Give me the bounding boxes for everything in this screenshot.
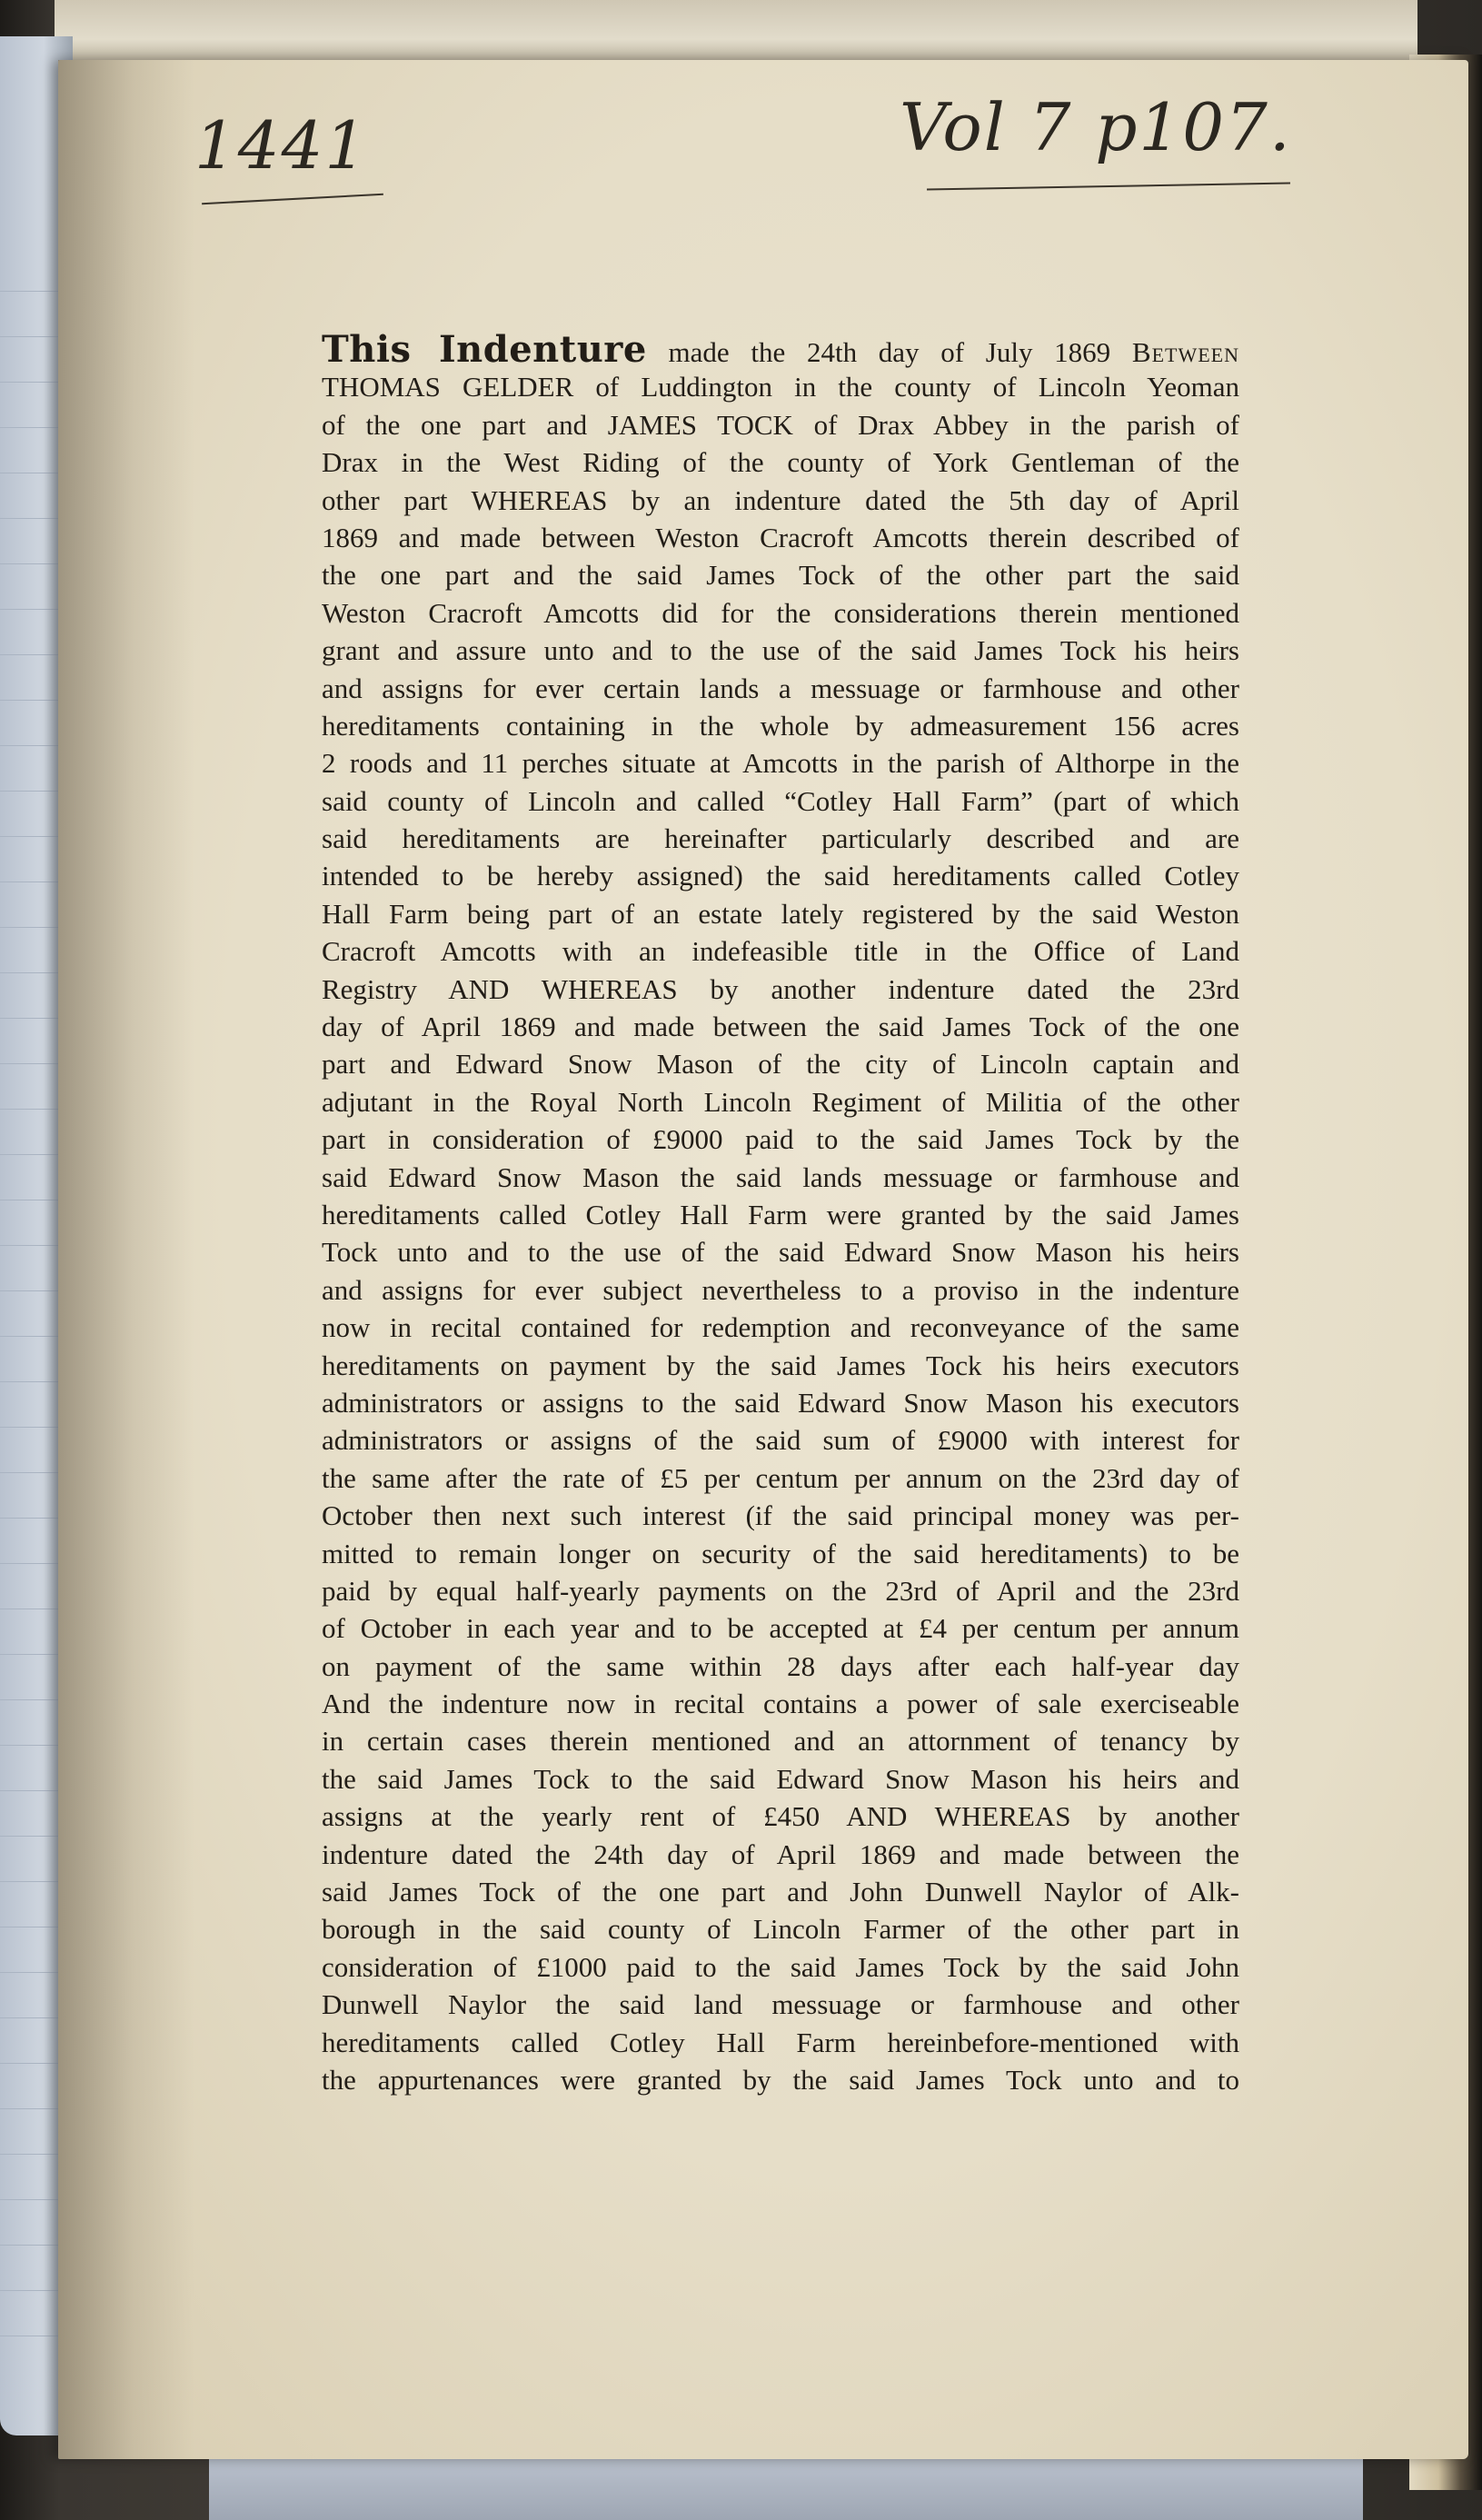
indenture-first-line — [322, 328, 1239, 371]
text-line: intended to be hereby assigned) the said hereditaments called Cotley — [322, 860, 1239, 892]
text-line: hereditaments called Cotley Hall Farm were granted by the said James — [322, 1198, 1239, 1230]
text-line: said James Tock of the one part and John Dunwell Naylor of Alk- — [322, 1876, 1239, 1908]
text-line: the same after the rate of £5 per centum per annum on the 23rd day of — [322, 1461, 1239, 1494]
text-line: on payment of the same within 28 days after each half-year day — [322, 1649, 1239, 1682]
text-line: hereditaments containing in the whole by admeasurement 156 acres — [322, 709, 1239, 742]
text-line: grant and assure unto and to the use of the said James Tock his heirs — [322, 634, 1239, 667]
text-line: Hall Farm being part of an estate lately registered by the said Weston — [322, 897, 1239, 930]
text-line: in certain cases therein mentioned and an attornment of tenancy by — [322, 1725, 1239, 1758]
page-gutter-shadow — [58, 60, 194, 2459]
text-line: mitted to remain longer on security of the said hereditaments) to be — [322, 1537, 1239, 1569]
indenture-text — [322, 328, 1239, 2098]
text-line: now in recital contained for redemption and reconveyance of the same — [322, 1311, 1239, 1344]
text-line: Weston Cracroft Amcotts did for the considerations therein mentioned — [322, 596, 1239, 629]
text-line: Dunwell Naylor the said land messuage or farmhouse and other — [322, 1988, 1239, 2021]
text-line: said county of Lincoln and called “Cotley Hall Farm” (part of which — [322, 784, 1239, 817]
text-line: And the indenture now in recital contains a power of sale exerciseable — [322, 1688, 1239, 1720]
text-line: of October in each year and to be accepted at £4 per centum per annum — [322, 1612, 1239, 1645]
text-line: hereditaments on payment by the said James Tock his heirs executors — [322, 1349, 1239, 1381]
text-line: and assigns for ever subject nevertheless to a proviso in the indenture — [322, 1273, 1239, 1306]
text-line: the said James Tock to the said Edward Snow Mason his heirs and — [322, 1762, 1239, 1795]
blackletter-heading: This Indenture — [322, 328, 647, 371]
text-line: administrators or assigns of the said sum of £9000 with interest for — [322, 1424, 1239, 1457]
text-line: Tock unto and to the use of the said Edward Snow Mason his heirs — [322, 1236, 1239, 1269]
text-line: 2 roods and 11 perches situate at Amcotts in the parish of Althorpe in the — [322, 747, 1239, 780]
torn-top-strip — [55, 0, 1417, 65]
handwritten-reference-left: 1441 — [194, 107, 369, 184]
text-line: adjutant in the Royal North Lincoln Regiment of Militia of the other — [322, 1085, 1239, 1118]
text-line: said Edward Snow Mason the said lands messuage or farmhouse and — [322, 1160, 1239, 1193]
text-line: October then next such interest (if the said principal money was per- — [322, 1499, 1239, 1532]
text-line: part in consideration of £9000 paid to the said James Tock by the — [322, 1123, 1239, 1156]
text-line: Registry AND WHEREAS by another indenture dated the 23rd — [322, 972, 1239, 1005]
text-line: day of April 1869 and made between the said James Tock of the one — [322, 1011, 1239, 1043]
text-line: borough in the said county of Lincoln Farmer of the other part in — [322, 1913, 1239, 1946]
text-line: the appurtenances were granted by the said James Tock unto and to — [322, 2063, 1239, 2096]
text-line: other part WHEREAS by an indenture dated the 5th day of April — [322, 483, 1239, 516]
text-line: assigns at the yearly rent of £450 AND WHEREAS by another — [322, 1800, 1239, 1833]
text-line: part and Edward Snow Mason of the city of Lincoln captain and — [322, 1048, 1239, 1081]
handwritten-reference-right: Vol 7 p107. — [900, 89, 1292, 165]
text-line: said hereditaments are hereinafter particularly described and are — [322, 822, 1239, 855]
text-line: hereditaments called Cotley Hall Farm hereinbefore-mentioned with — [322, 2026, 1239, 2058]
text-line: paid by equal half-yearly payments on the 23rd of April and the 23rd — [322, 1574, 1239, 1607]
text-line: the one part and the said James Tock of the other part the said — [322, 559, 1239, 592]
text-line: Drax in the West Riding of the county of York Gentleman of the — [322, 446, 1239, 479]
text-line: Cracroft Amcotts with an indefeasible title in the Office of Land — [322, 935, 1239, 968]
text-line: of the one part and JAMES TOCK of Drax Abbey in the parish of — [322, 408, 1239, 441]
text-line: 1869 and made between Weston Cracroft Amcotts therein described of — [322, 521, 1239, 553]
first-line-text: made the 24th day of July 1869 — [668, 336, 1111, 368]
text-line: indenture dated the 24th day of April 1869 and made between the — [322, 1838, 1239, 1870]
text-line: THOMAS GELDER of Luddington in the county of Lincoln Yeoman — [322, 371, 1239, 403]
bottom-paper-strip — [209, 2454, 1363, 2520]
text-line: administrators or assigns to the said Edward Snow Mason his executors — [322, 1386, 1239, 1419]
first-line-between: Between — [1131, 336, 1239, 368]
text-line: consideration of £1000 paid to the said James Tock by the said John — [322, 1950, 1239, 1983]
text-line: and assigns for ever certain lands a messuage or farmhouse and other — [322, 672, 1239, 704]
